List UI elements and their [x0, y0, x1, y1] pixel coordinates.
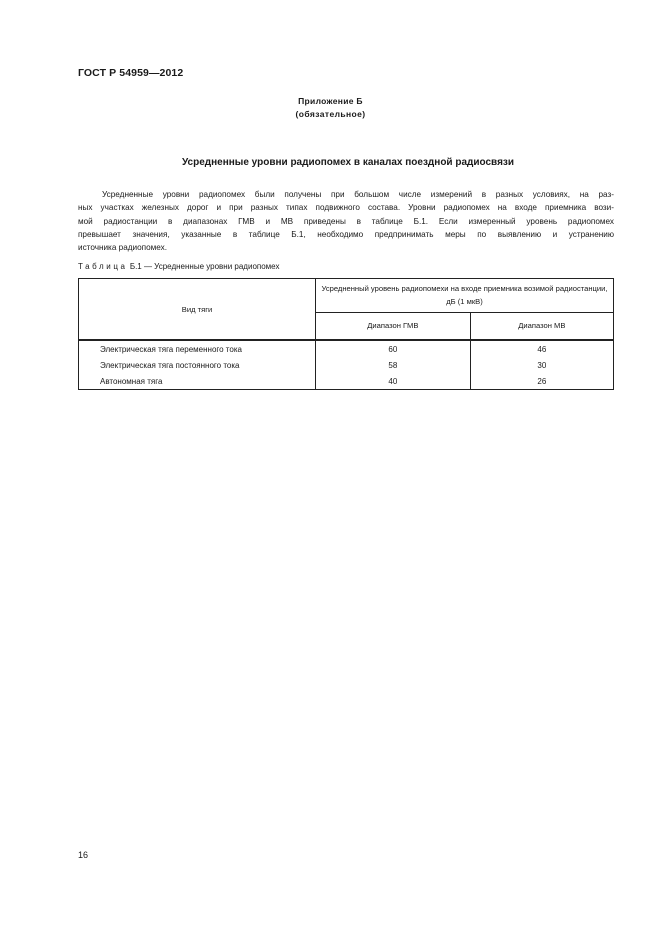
table-row [79, 357, 614, 373]
paragraph-line: превышает значения, указанные в таблице Б.1, необходимо предпринимать меры по выявлению и устранению [78, 229, 614, 239]
appendix-status: (обязательное) [295, 109, 366, 119]
row-mv-value: 46 [470, 340, 613, 357]
header-gmv-band: Диапазон ГМВ [316, 312, 471, 340]
header-noise-level: Усредненный уровень радиопомехи на входе приемника возимой радиостанции, дБ (1 мкВ) [316, 279, 614, 313]
paragraph-line: ных участках железных дорог и при разных типах подвижного состава. Уровни радиопомех на входе приемника вози- [78, 203, 614, 213]
noise-levels-table [78, 278, 614, 390]
document-header: ГОСТ Р 54959—2012 [78, 67, 184, 79]
table-caption-label: Таблица [78, 262, 128, 271]
row-gmv-value: 58 [316, 357, 471, 373]
header-mv-band: Диапазон МВ [470, 312, 613, 340]
row-mv-value: 30 [470, 357, 613, 373]
row-mv-value: 26 [470, 373, 613, 390]
table-row [79, 373, 614, 390]
body-paragraph [78, 188, 614, 254]
table-row [79, 340, 614, 357]
paragraph-line: Усредненные уровни радиопомех были получены при большом числе измерений в разных условиях, на раз- [102, 190, 614, 199]
row-gmv-value: 60 [316, 340, 471, 357]
paragraph-line: мой радиостанции в диапазонах ГМВ и МВ приведены в таблице Б.1. Если измеренный уровень радиопомех [78, 216, 614, 226]
row-traction-name: Электрическая тяга постоянного тока [79, 357, 316, 373]
appendix-title: Приложение Б [298, 96, 363, 106]
row-gmv-value: 40 [316, 373, 471, 390]
table-caption-text: Б.1 — Усредненные уровни радиопомех [129, 262, 280, 271]
page-number: 16 [78, 850, 89, 860]
row-traction-name: Электрическая тяга переменного тока [79, 340, 316, 357]
section-title: Усредненные уровни радиопомех в каналах поездной радиосвязи [181, 157, 515, 168]
paragraph-line: источника радиопомех. [78, 243, 168, 253]
row-traction-name: Автономная тяга [79, 373, 316, 390]
table-caption [78, 262, 279, 271]
header-traction-type: Вид тяги [79, 279, 316, 341]
